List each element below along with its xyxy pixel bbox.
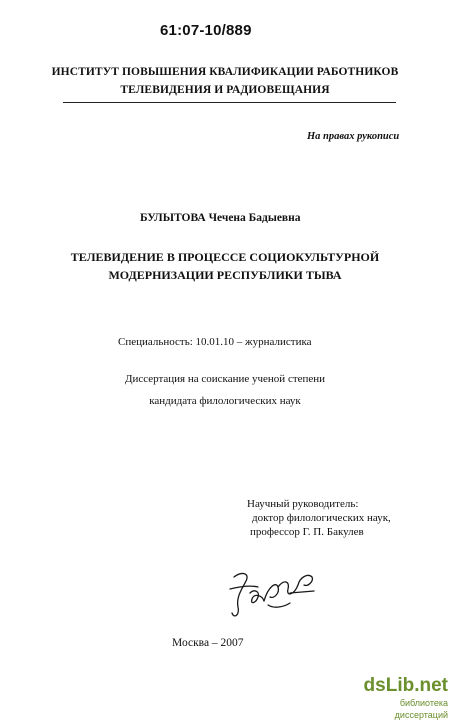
- watermark-subtitle: библиотека диссертаций: [394, 698, 448, 720]
- institute-name-line-1: ИНСТИТУТ ПОВЫШЕНИЯ КВАЛИФИКАЦИИ РАБОТНИКОВ: [51, 66, 399, 78]
- degree-line-2: кандидата филологических наук: [149, 395, 301, 407]
- thesis-title-line-2: МОДЕРНИЗАЦИИ РЕСПУБЛИКИ ТЫВА: [108, 268, 342, 282]
- supervisor-name: профессор Г. П. Бакулев: [250, 526, 364, 538]
- author-name: БУЛЫТОВА Чечена Бадыевна: [140, 212, 301, 224]
- institute-name-line-2: ТЕЛЕВИДЕНИЯ И РАДИОВЕЩАНИЯ: [120, 84, 330, 96]
- degree-line-1: Диссертация на соискание ученой степени: [124, 373, 326, 385]
- handwritten-signature: [228, 567, 320, 627]
- thesis-title-line-1: ТЕЛЕВИДЕНИЕ В ПРОЦЕССЕ СОЦИОКУЛЬТУРНОЙ: [70, 250, 380, 264]
- rights-note: На правах рукописи: [307, 131, 400, 142]
- supervisor-degree: доктор филологических наук,: [252, 512, 391, 524]
- city-and-year: Москва – 2007: [172, 637, 244, 649]
- header-divider: [63, 102, 396, 103]
- dslib-watermark: [352, 676, 448, 721]
- reference-number: 61:07-10/889: [160, 22, 252, 39]
- supervisor-label: Научный руководитель:: [247, 498, 359, 510]
- watermark-logo: dsLib.net: [363, 675, 448, 696]
- specialty: Специальность: 10.01.10 – журналистика: [118, 336, 312, 348]
